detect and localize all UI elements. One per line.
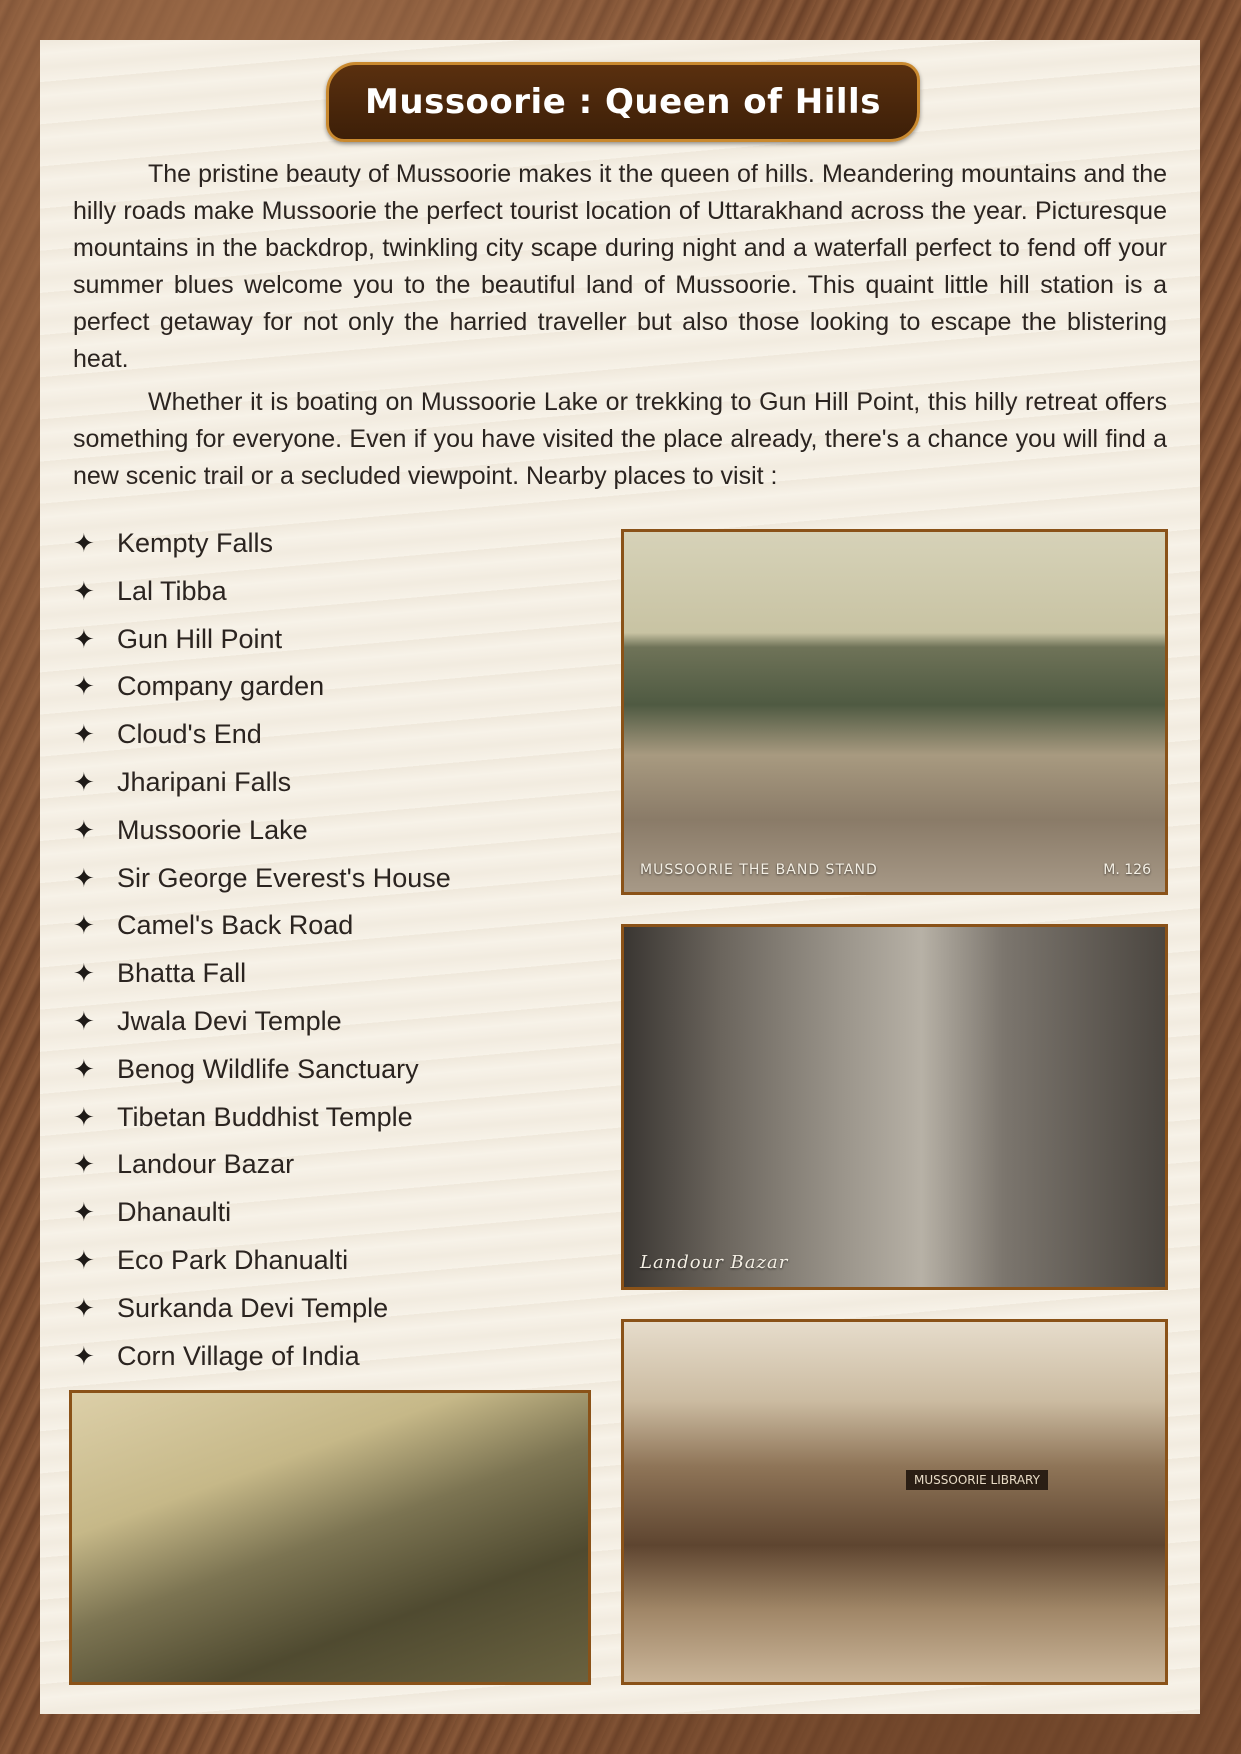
place-item bbox=[73, 616, 593, 664]
four-point-star-icon: ✦ bbox=[73, 1244, 95, 1275]
intro-text bbox=[73, 156, 1167, 501]
place-item bbox=[73, 1094, 593, 1142]
place-item bbox=[73, 1237, 593, 1285]
four-point-star-icon: ✦ bbox=[73, 1149, 95, 1180]
places-list bbox=[73, 520, 593, 1380]
page-title: Mussoorie : Queen of Hills bbox=[365, 82, 881, 122]
band-stand-caption: MUSSOORIE THE BAND STAND bbox=[640, 862, 878, 878]
place-label: Corn Village of India bbox=[117, 1340, 360, 1371]
place-item bbox=[73, 807, 593, 855]
place-label: Bhatta Fall bbox=[117, 958, 247, 989]
place-item bbox=[73, 1189, 593, 1237]
band-stand-photo bbox=[621, 529, 1168, 895]
place-label: Gun Hill Point bbox=[117, 623, 283, 654]
place-label: Lal Tibba bbox=[117, 575, 227, 606]
place-label: Dhanaulti bbox=[117, 1197, 232, 1228]
place-label: Benog Wildlife Sanctuary bbox=[117, 1053, 419, 1084]
four-point-star-icon: ✦ bbox=[73, 814, 95, 845]
four-point-star-icon: ✦ bbox=[73, 766, 95, 797]
four-point-star-icon: ✦ bbox=[73, 575, 95, 606]
place-item bbox=[73, 1046, 593, 1094]
place-item bbox=[73, 855, 593, 903]
four-point-star-icon: ✦ bbox=[73, 1053, 95, 1084]
landour-bazar-caption: Landour Bazar bbox=[640, 1252, 789, 1273]
intro-paragraph-1: The pristine beauty of Mussoorie makes it the queen of hills. Meandering mountains and the hilly roads make Mussoorie the perfect tourist location of Uttarakhand across the year. Picturesque mountains in the backdrop, twinkling city scape during night and a waterfall perfect to fend off your summer blues welcome you to the beautiful land of Mussoorie. This quaint little hill station is a perfect getaway for not only the harried traveller but also those looking to escape the blistering heat. bbox=[73, 160, 1167, 373]
place-label: Company garden bbox=[117, 671, 325, 702]
band-stand-number: M. 126 bbox=[1103, 862, 1151, 878]
place-item bbox=[73, 759, 593, 807]
four-point-star-icon: ✦ bbox=[73, 1292, 95, 1323]
library-photo bbox=[621, 1319, 1168, 1685]
four-point-star-icon: ✦ bbox=[73, 958, 95, 989]
place-item bbox=[73, 520, 593, 568]
four-point-star-icon: ✦ bbox=[73, 862, 95, 893]
place-label: Jwala Devi Temple bbox=[117, 1005, 342, 1036]
place-item bbox=[73, 711, 593, 759]
place-label: Cloud's End bbox=[117, 719, 262, 750]
place-label: Camel's Back Road bbox=[117, 910, 354, 941]
four-point-star-icon: ✦ bbox=[73, 1005, 95, 1036]
four-point-star-icon: ✦ bbox=[73, 671, 95, 702]
title-banner bbox=[326, 62, 920, 142]
place-label: Landour Bazar bbox=[117, 1149, 295, 1180]
place-item bbox=[73, 902, 593, 950]
place-item bbox=[73, 1333, 593, 1381]
place-label: Mussoorie Lake bbox=[117, 814, 308, 845]
place-label: Sir George Everest's House bbox=[117, 862, 451, 893]
place-label: Surkanda Devi Temple bbox=[117, 1292, 389, 1323]
four-point-star-icon: ✦ bbox=[73, 719, 95, 750]
place-item bbox=[73, 663, 593, 711]
intro-paragraph-2: Whether it is boating on Mussoorie Lake or trekking to Gun Hill Point, this hilly retreat offers something for everyone. Even if you have visited the place already, there's a chance you will find a new scenic trail or a secluded viewpoint. Nearby places to visit : bbox=[73, 388, 1167, 490]
place-label: Tibetan Buddhist Temple bbox=[117, 1101, 413, 1132]
four-point-star-icon: ✦ bbox=[73, 1340, 95, 1371]
place-label: Jharipani Falls bbox=[117, 766, 292, 797]
landour-bazar-photo bbox=[621, 924, 1168, 1290]
place-label: Kempty Falls bbox=[117, 528, 274, 558]
four-point-star-icon: ✦ bbox=[73, 623, 95, 654]
four-point-star-icon: ✦ bbox=[73, 1101, 95, 1132]
place-item bbox=[73, 950, 593, 998]
place-item bbox=[73, 1141, 593, 1189]
place-item bbox=[73, 998, 593, 1046]
four-point-star-icon: ✦ bbox=[73, 1197, 95, 1228]
library-sign: MUSSOORIE LIBRARY bbox=[906, 1470, 1048, 1490]
place-item bbox=[73, 1285, 593, 1333]
place-item bbox=[73, 568, 593, 616]
four-point-star-icon: ✦ bbox=[73, 910, 95, 941]
four-point-star-icon: ✦ bbox=[73, 528, 95, 558]
place-label: Eco Park Dhanualti bbox=[117, 1244, 349, 1275]
hillside-photo bbox=[69, 1390, 591, 1685]
